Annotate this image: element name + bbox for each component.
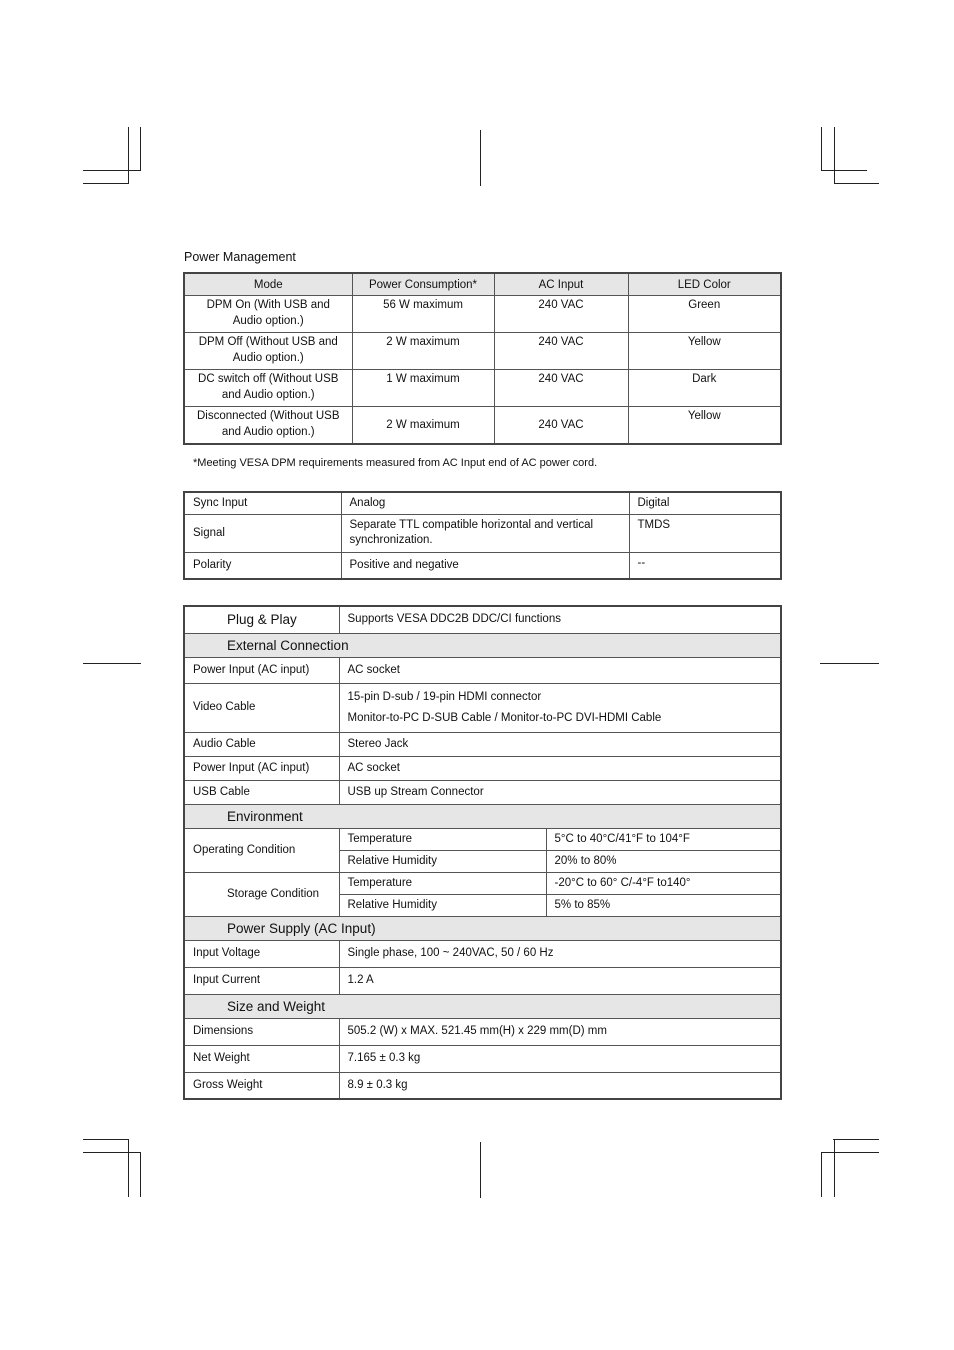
ac-input-cell: 240 VAC [494,407,628,445]
polarity-analog: Positive and negative [341,553,629,580]
operating-humidity-value: 20% to 80% [546,850,781,872]
table-row [184,1072,781,1099]
plug-play-value: Supports VESA DDC2B DDC/CI functions [339,606,781,633]
power-input-value: AC socket [339,657,781,683]
usb-cable-value: USB up Stream Connector [339,780,781,804]
table-row [184,553,781,580]
sync-input-label: Sync Input [184,492,341,515]
power-cell: 2 W maximum [352,333,494,370]
storage-humidity-label: Relative Humidity [339,894,546,916]
led-color-cell: Yellow [628,407,781,445]
table-row [184,756,781,780]
section-row [184,994,781,1018]
sync-analog: Analog [341,492,629,515]
operating-temperature-label: Temperature [339,828,546,850]
mode-cell: Disconnected (Without USB and Audio option.) [184,407,352,445]
input-current-label: Input Current [184,967,339,994]
power-cell: 56 W maximum [352,296,494,333]
ac-input-cell: 240 VAC [494,296,628,333]
table-row [184,657,781,683]
input-voltage-label: Input Voltage [184,940,339,967]
table-row [184,872,781,894]
signal-label: Signal [184,515,341,553]
header-power-consumption: Power Consumption* [352,273,494,296]
table-row [184,683,781,732]
section-size-weight: Size and Weight [184,994,781,1018]
led-color-cell: Dark [628,370,781,407]
table-row [184,1045,781,1072]
polarity-digital: -- [629,553,781,580]
usb-cable-label: USB Cable [184,780,339,804]
mode-cell: DC switch off (Without USB and Audio option.) [184,370,352,407]
section-external-connection: External Connection [184,633,781,657]
table-row [184,296,781,333]
video-cable-value-line2: Monitor-to-PC D-SUB Cable / Monitor-to-PC DVI-HDMI Cable [347,711,662,724]
ac-input-cell: 240 VAC [494,333,628,370]
table-row [184,515,781,553]
dimensions-value: 505.2 (W) x MAX. 521.45 mm(H) x 229 mm(D) mm [339,1018,781,1045]
mode-cell: DPM Off (Without USB and Audio option.) [184,333,352,370]
storage-temperature-value: -20°C to 60° C/-4°F to140° [546,872,781,894]
section-power-supply: Power Supply (AC Input) [184,916,781,940]
table-row [184,780,781,804]
operating-humidity-label: Relative Humidity [339,850,546,872]
table-row [184,407,781,445]
video-cable-value-line1: 15-pin D-sub / 19-pin HDMI connector [347,690,542,703]
header-mode: Mode [184,273,352,296]
power-management-title: Power Management [184,250,296,264]
net-weight-label: Net Weight [184,1045,339,1072]
storage-humidity-value: 5% to 85% [546,894,781,916]
led-color-cell: Green [628,296,781,333]
sync-table [183,491,782,580]
header-ac-input: AC Input [494,273,628,296]
spec-table [183,605,782,1100]
table-row [184,606,781,633]
gross-weight-value: 8.9 ± 0.3 kg [339,1072,781,1099]
sync-digital: Digital [629,492,781,515]
input-voltage-value: Single phase, 100 ~ 240VAC, 50 / 60 Hz [339,940,781,967]
signal-digital: TMDS [629,515,781,553]
audio-cable-value: Stereo Jack [339,732,781,756]
power-cell: 1 W maximum [352,370,494,407]
power-input-value: AC socket [339,756,781,780]
table-row [184,940,781,967]
table-row [184,370,781,407]
table-row [184,1018,781,1045]
power-cell: 2 W maximum [352,407,494,445]
signal-analog: Separate TTL compatible horizontal and vertical synchronization. [341,515,629,553]
section-row [184,633,781,657]
polarity-label: Polarity [184,553,341,580]
power-management-table [183,272,782,445]
operating-condition-label: Operating Condition [184,828,339,872]
video-cable-label: Video Cable [184,683,339,732]
power-input-label: Power Input (AC input) [184,756,339,780]
table-row [184,333,781,370]
header-led-color: LED Color [628,273,781,296]
section-environment: Environment [184,804,781,828]
storage-temperature-label: Temperature [339,872,546,894]
table-row [184,732,781,756]
footnote: *Meeting VESA DPM requirements measured from AC Input end of AC power cord. [193,457,598,469]
table-row [184,828,781,850]
plug-play-label: Plug & Play [184,606,339,633]
table-header-row [184,273,781,296]
led-color-cell: Yellow [628,333,781,370]
section-row [184,804,781,828]
ac-input-cell: 240 VAC [494,370,628,407]
audio-cable-label: Audio Cable [184,732,339,756]
operating-temperature-value: 5°C to 40°C/41°F to 104°F [546,828,781,850]
mode-cell: DPM On (With USB and Audio option.) [184,296,352,333]
section-row [184,916,781,940]
video-cable-value [339,683,781,732]
input-current-value: 1.2 A [339,967,781,994]
storage-condition-label: Storage Condition [184,872,339,916]
table-row [184,967,781,994]
net-weight-value: 7.165 ± 0.3 kg [339,1045,781,1072]
power-input-label: Power Input (AC input) [184,657,339,683]
table-row [184,492,781,515]
gross-weight-label: Gross Weight [184,1072,339,1099]
dimensions-label: Dimensions [184,1018,339,1045]
